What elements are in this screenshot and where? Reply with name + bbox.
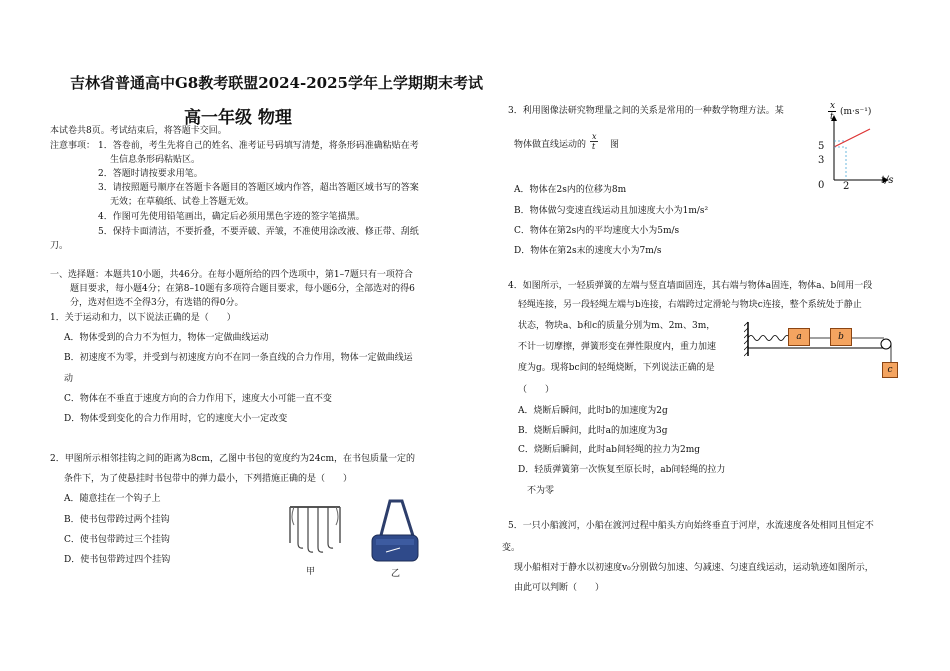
q1-option-c: C．物体在不垂直于速度方向的合力作用下，速度大小可能一直不变 xyxy=(64,394,332,404)
graph-tick-2: 2 xyxy=(843,181,850,192)
graph-tick-5: 5 xyxy=(818,141,825,152)
block-a: a xyxy=(788,328,810,346)
spring-pulley-figure xyxy=(744,316,900,380)
q4-option-c: C．烧断后瞬间，此时ab间轻绳的拉力为2mg xyxy=(518,445,701,455)
q2-stem-cont: 条件下，为了使悬挂时书包带中的弹力最小，下列措施正确的是（ ） xyxy=(64,474,353,484)
block-c: c xyxy=(882,362,898,378)
q3-stem-cont: 物体做直线运动的 xyxy=(514,140,587,150)
q5-stem: 5．一只小船渡河，小船在渡河过程中船头方向始终垂直于河岸，水流速度各处相同且恒定不 xyxy=(508,521,874,531)
q3-option-a: A．物体在2s内的位移为8m xyxy=(514,185,627,195)
section-heading: 一、选择题：本题共10小题，共46分。在每小题所给的四个选项中，第1–7题只有一项符合 xyxy=(50,270,413,280)
q3-stem-end: 图 xyxy=(610,140,620,150)
q4-stem-line: 不计一切摩擦，弹簧形变在弹性限度内，重力加速 xyxy=(518,342,717,352)
bag-figure xyxy=(368,497,424,567)
q4-option-b: B．烧断后瞬间，此时a的加速度为3g xyxy=(518,426,668,436)
q2-option-d: D．使书包带跨过四个挂钩 xyxy=(64,555,171,565)
q3-option-d: D．物体在第2s末的速度大小为7m/s xyxy=(514,246,662,256)
q1-option-b-cont: 动 xyxy=(64,374,74,384)
q4-option-a: A．烧断后瞬间，此时b的加速度为2g xyxy=(518,406,668,416)
q1-option-a: A．物体受到的合力不为恒力，物体一定做曲线运动 xyxy=(64,333,269,343)
q3-frac-den: t xyxy=(592,142,596,151)
q3-option-c: C．物体在第2s内的平均速度大小为5m/s xyxy=(514,226,680,236)
q4-stem-line: 状态，物块a、b和c的质量分别为m、2m、3m， xyxy=(518,321,716,331)
q3-stem: 3．利用图像法研究物理量之间的关系是常用的一种数学物理方法。某 xyxy=(508,106,784,116)
q5-stem-line: 现小船相对于静水以初速度v₀分别做匀加速、匀减速、匀速直线运动，运动轨迹如图所示， xyxy=(514,563,874,573)
intro-text: 本试卷共8页。考试结束后，将答题卡交回。 xyxy=(50,126,227,136)
q4-stem-line: 度为g。现将bc间的轻绳烧断，下列说法正确的是 xyxy=(518,363,715,373)
q5-stem-line: 变。 xyxy=(502,543,521,553)
q2-option-c: C．使书包带跨过三个挂钩 xyxy=(64,535,170,545)
q2-option-a: A．随意挂在一个钩子上 xyxy=(64,494,161,504)
graph-ylabel-den: t xyxy=(830,112,834,122)
graph-ylabel-num: x xyxy=(830,101,836,111)
q3-option-b: B．物体做匀变速直线运动且加速度大小为1m/s² xyxy=(514,206,709,216)
q4-option-d-cont: 不为零 xyxy=(527,486,555,496)
exam-title: 吉林省普通高中G8教考联盟2024-2025学年上学期期末考试 xyxy=(70,74,483,92)
q4-stem: 4．如图所示，一轻质弹簧的左端与竖直墙面固连，其右端与物体a固连，物体a、b间用一段 xyxy=(508,281,873,291)
exam-subtitle: 高一年级 物理 xyxy=(184,108,292,128)
graph-tick-3: 3 xyxy=(818,155,825,166)
q4-option-d: D．轻质弹簧第一次恢复至原长时，ab间轻绳的拉力 xyxy=(518,465,726,475)
graph-xlabel: t/s xyxy=(881,175,894,186)
q2-option-b: B．使书包带跨过两个挂钩 xyxy=(64,515,170,525)
q2-stem: 2．甲图所示相邻挂钩之间的距离为8cm，乙图中书包的宽度约为24cm，在书包质量一定的 xyxy=(50,454,416,464)
q4-stem-line: （ ） xyxy=(518,385,555,395)
q1-option-d: D．物体受到变化的合力作用时，它的速度大小一定改变 xyxy=(64,414,288,424)
notes-label: 注意事项： xyxy=(50,141,96,151)
note-line: 5．保持卡面清洁，不要折叠，不要弄破、弄皱，不准使用涂改液、修正带、刮纸 xyxy=(98,227,419,237)
q1-option-b: B．初速度不为零，并受到与初速度方向不在同一条直线的合力作用，物体一定做曲线运 xyxy=(64,353,413,363)
note-line: 2．答题时请按要求用笔。 xyxy=(98,169,203,179)
q1-stem: 1．关于运动和力，以下说法正确的是（ ） xyxy=(50,313,236,323)
note-line: 无效；在草稿纸、试卷上答题无效。 xyxy=(110,197,255,207)
section-heading: 分，选对但选不全得3分，有选错的得0分。 xyxy=(70,298,244,308)
section-heading: 题目要求，每小题4分；在第8–10题有多项符合题目要求，每小题6分，全部选对的得6 xyxy=(70,284,415,294)
note-line: 3．请按照题号顺序在答题卡各题目的答题区域内作答，超出答题区域书写的答案 xyxy=(98,183,419,193)
figure-label-yi: 乙 xyxy=(391,569,401,579)
block-b: b xyxy=(830,328,852,346)
note-line: 4．作图可先使用铅笔画出，确定后必须用黑色字迹的签字笔描黑。 xyxy=(98,212,365,222)
q3-frac-num: x xyxy=(592,132,597,141)
hook-rack-figure xyxy=(284,503,346,565)
graph-yunit: (m·s⁻¹) xyxy=(840,107,872,117)
q5-stem-line: 由此可以判断（ ） xyxy=(514,583,605,593)
figure-label-jia: 甲 xyxy=(306,567,316,577)
note-line: 生信息条形码粘贴区。 xyxy=(110,155,201,165)
note-line: 刀。 xyxy=(50,241,69,251)
graph-origin: 0 xyxy=(818,180,825,191)
note-line: 1．答卷前，考生先将自己的姓名、准考证号码填写清楚，将条形码准确粘贴在考 xyxy=(98,141,419,151)
q4-stem-line: 轻绳连接，另一段轻绳左端与b连接，右端跨过定滑轮与物块c连接，整个系统处于静止 xyxy=(518,300,862,310)
